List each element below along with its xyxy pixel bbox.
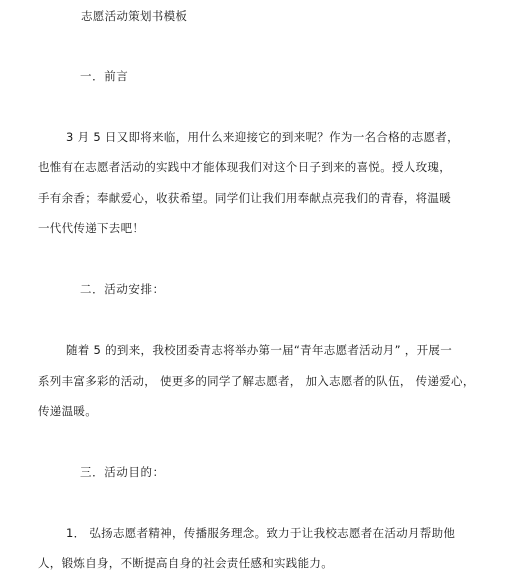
section-heading-purpose: 三．活动目的：: [80, 465, 165, 479]
paragraph-line: 也惟有在志愿者活动的实践中才能体现我们对这个日子到来的喜悦。授人玫瑰，: [38, 160, 451, 174]
paragraph-line: 人，锻炼自身，不断提高自身的社会责任感和实践能力。: [38, 556, 333, 570]
paragraph-line: 随着 5 的到来，我校团委青志将举办第一届“青年志愿者活动月” ，开展一: [66, 343, 452, 357]
section-heading-arrangement: 二．活动安排：: [80, 282, 165, 296]
paragraph-line: 一代代传递下去吧！: [38, 221, 145, 235]
paragraph-line: 系列丰富多彩的活动， 使更多的同学了解志愿者， 加入志愿者的队伍， 传递爱心，: [38, 374, 475, 388]
paragraph-line: 手有余香；奉献爱心，收获希望。同学们让我们用奉献点亮我们的青春，将温暖: [38, 191, 451, 205]
section-heading-preface: 一．前言: [80, 69, 129, 83]
paragraph-line: 传递温暖。: [38, 404, 97, 418]
paragraph-line: 1． 弘扬志愿者精神，传播服务理念。致力于让我校志愿者在活动月帮助他: [66, 526, 456, 540]
document-title: 志愿活动策划书模板: [81, 9, 188, 23]
paragraph-line: 3 月 5 日又即将来临，用什么来迎接它的到来呢？作为一名合格的志愿者，: [66, 130, 459, 144]
